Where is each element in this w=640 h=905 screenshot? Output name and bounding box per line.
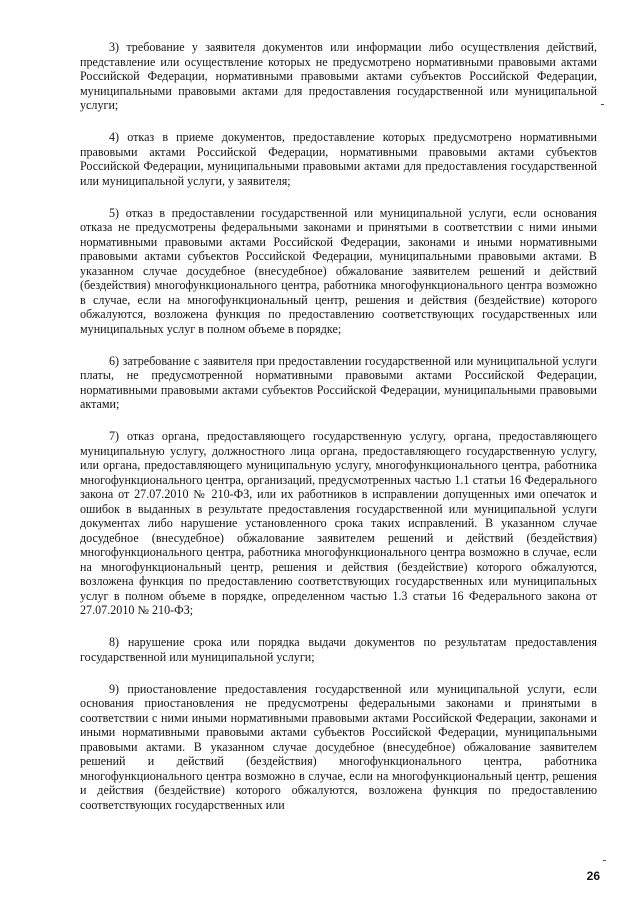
page-number: 26 [586, 869, 600, 883]
paragraph-item-9: 9) приостановление предоставления государственной или муниципальной услуги, если основания приостановления не предусмотрены федеральными законами и принятыми в соответствии с ними иными нормативными правовыми актами Российской Федерации, законами и иными нормативными правовыми актами субъектов Российской Федерации, муниципальными правовыми актами. В указанном случае досудебное (внесудебное) обжалование заявителем решений и действий (бездействия) многофункционального центра, работника многофункционального центра возможно в случае, если на многофункциональный центр, решения и действия (бездействие) которого обжалуются, возложена функция по предоставлению соответствующих государственных или [80, 681, 597, 812]
paragraph-item-4: 4) отказ в приеме документов, предоставление которых предусмотрено нормативными правовыми актами Российской Федерации, нормативными правовыми актами субъектов Российской Федерации, муниципальными правовыми актами для предоставления государственной или муниципальной услуги, у заявителя; [80, 130, 597, 188]
paragraph-item-3: 3) требование у заявителя документов или информации либо осуществления действий, представление или осуществление которых не предусмотрено нормативными правовыми актами Российской Федерации, нормативными правовыми актами субъектов Российской Федерации, муниципальными правовыми актами для предоставления государственной или муниципальной услуги; [80, 40, 597, 112]
paragraph-item-6: 6) затребование с заявителя при предоставлении государственной или муниципальной услуги платы, не предусмотренной нормативными правовыми актами Российской Федерации, нормативными правовыми актами субъектов Российской Федерации, муниципальными правовыми актами; [80, 353, 597, 411]
scan-artifact [601, 104, 604, 105]
paragraph-item-5: 5) отказ в предоставлении государственной или муниципальной услуги, если основания отказа не предусмотрены федеральными законами и принятыми в соответствии с ними иными нормативными правовыми актами Российской Федерации, законами и иными нормативными правовыми актами субъектов Российской Федерации, муниципальными правовыми актами. В указанном случае досудебное (внесудебное) обжалование заявителем решений и действий (бездействия) многофункционального центра, работника многофункционального центра возможно в случае, если на многофункциональный центр, решения и действия (бездействие) которого обжалуются, возложена функция по предоставлению соответствующих государственных или муниципальных услуг в полном объеме в порядке; [80, 205, 597, 336]
document-body [80, 40, 597, 830]
paragraph-item-8: 8) нарушение срока или порядка выдачи документов по результатам предоставления государственной или муниципальной услуги; [80, 635, 597, 664]
paragraph-item-7: 7) отказ органа, предоставляющего государственную услугу, органа, предоставляющего муниципальную услугу, должностного лица органа, предоставляющего государственную услугу, или органа, предоставляющего муниципальную услугу, многофункционального центра, работника многофункционального центра, организаций, предусмотренных частью 1.1 статьи 16 Федерального закона от 27.07.2010 № 210-ФЗ, или их работников в исправлении допущенных ими опечаток и ошибок в выданных в результате предоставления государственной или муниципальной услуги документах либо нарушение установленного срока таких исправлений. В указанном случае досудебное (внесудебное) обжалование заявителем решений и действий (бездействия) многофункционального центра, работника многофункционального центра возможно в случае, если на многофункциональный центр, решения и действия (бездействие) которого обжалуются, возложена функция по предоставлению соответствующих государственных или муниципальных услуг в полном объеме в порядке, определенном частью 1.3 статьи 16 Федерального закона от 27.07.2010 № 210-ФЗ; [80, 429, 597, 617]
scan-artifact [603, 860, 606, 861]
